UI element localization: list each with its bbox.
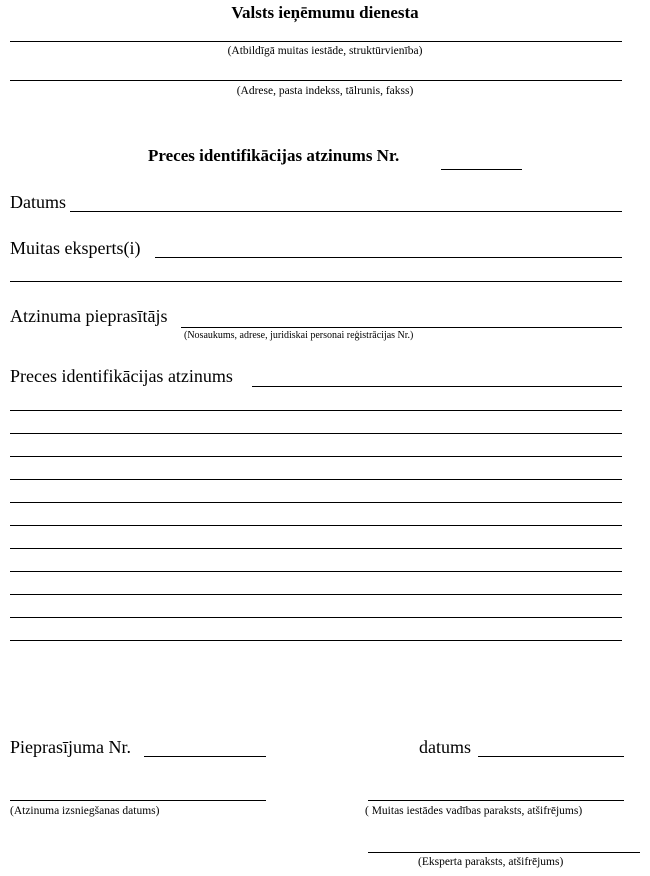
experts-line-2[interactable]	[10, 281, 622, 282]
conclusion-line-2[interactable]	[10, 410, 622, 411]
requester-line[interactable]	[181, 327, 622, 328]
date-line[interactable]	[70, 211, 622, 212]
request-date-line[interactable]	[478, 756, 624, 757]
authority-title: Valsts ieņēmumu dienesta	[231, 3, 419, 22]
conclusion-line-12[interactable]	[10, 640, 622, 641]
office-caption: (Atbildīgā muitas iestāde, struktūrvienība)	[227, 45, 423, 57]
request-number-label: Pieprasījuma Nr.	[10, 737, 131, 757]
experts-line-1[interactable]	[155, 257, 622, 258]
conclusion-line-9[interactable]	[10, 571, 622, 572]
conclusion-line-11[interactable]	[10, 617, 622, 618]
requester-caption: (Nosaukums, adrese, juridiskai personai reģistrācijas Nr.)	[184, 330, 414, 341]
conclusion-line-3[interactable]	[10, 433, 622, 434]
conclusion-line-5[interactable]	[10, 479, 622, 480]
conclusion-line-8[interactable]	[10, 548, 622, 549]
requester-label: Atzinuma pieprasītājs	[10, 306, 168, 326]
date-label: Datums	[10, 192, 66, 212]
head-signature-caption: ( Muitas iestādes vadības paraksts, atšifrējums)	[365, 805, 583, 817]
experts-label: Muitas eksperts(i)	[10, 238, 141, 258]
address-caption: (Adrese, pasta indekss, tālrunis, fakss)	[236, 85, 414, 97]
address-line[interactable]	[10, 80, 622, 81]
form-title: Preces identifikācijas atzinums Nr.	[148, 146, 400, 165]
office-line[interactable]	[10, 41, 622, 42]
request-number-line[interactable]	[144, 756, 266, 757]
conclusion-line-6[interactable]	[10, 502, 622, 503]
form-number-line[interactable]	[441, 169, 522, 170]
head-signature-line[interactable]	[368, 800, 624, 801]
issue-date-line[interactable]	[10, 800, 266, 801]
request-date-label: datums	[419, 737, 471, 757]
conclusion-label: Preces identifikācijas atzinums	[10, 366, 233, 386]
expert-signature-line[interactable]	[368, 852, 640, 853]
issue-date-caption: (Atzinuma izsniegšanas datums)	[10, 805, 160, 817]
conclusion-line-7[interactable]	[10, 525, 622, 526]
expert-signature-caption: (Eksperta paraksts, atšifrējums)	[418, 856, 564, 868]
conclusion-line-1[interactable]	[252, 386, 622, 387]
conclusion-line-4[interactable]	[10, 456, 622, 457]
conclusion-line-10[interactable]	[10, 594, 622, 595]
